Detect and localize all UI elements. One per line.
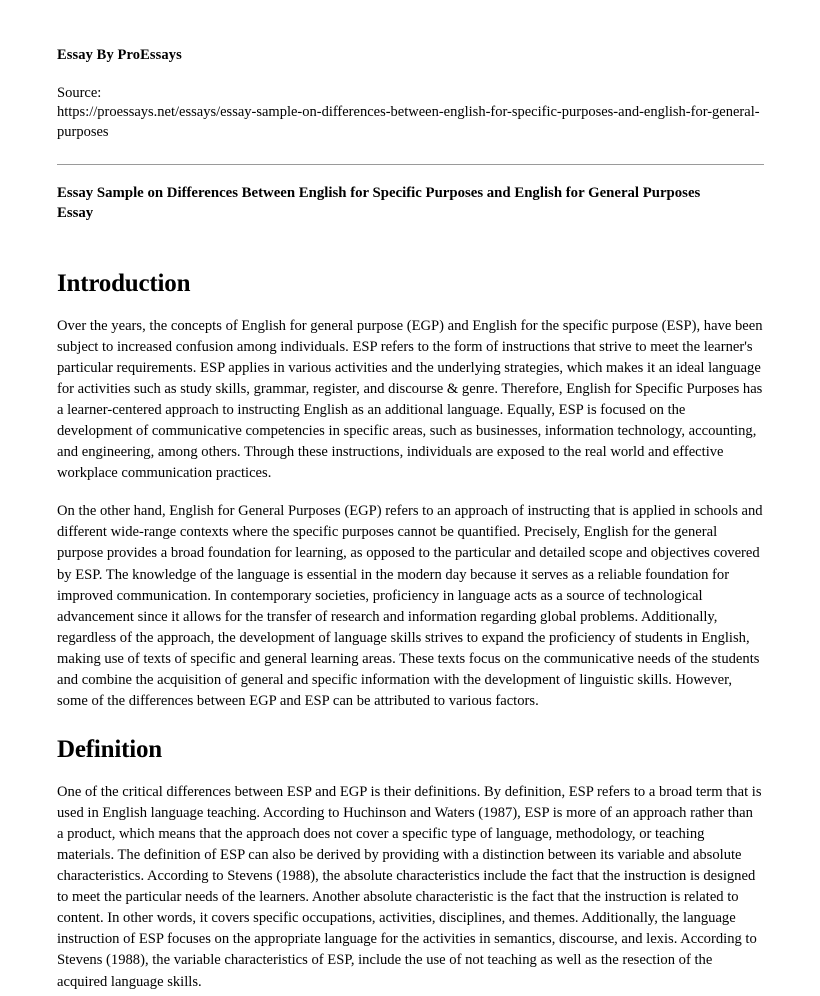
- page-title: Essay Sample on Differences Between English for Specific Purposes and English for General Purposes Essay: [57, 184, 701, 221]
- section-heading-definition: Definition: [57, 736, 162, 764]
- paragraph-introduction-2: On the other hand, English for General Purposes (EGP) refers to an approach of instructing that is applied in schools and different wide-range contexts where the specific purposes cannot be quantified. Precisely, English for the general purpose provides a broad foundation for learning, as opposed to the particular and detailed scope and objectives covered by ESP. The knowledge of the language is essential in the modern day because it serves as a reliable foundation for improved communication. In contemporary societies, proficiency in language acts as a source of technological advancement since it allows for the transfer of research and information regarding global problems. Additionally, regardless of the approach, the development of language skills strives to expand the proficiency of students in English, making use of texts of specific and general learning areas. These texts focus on the communicative needs of the students and combine the acquisition of general and specific information with the development of linguistic skills. However, some of the differences between EGP and ESP can be attributed to various factors.: [57, 503, 763, 709]
- section-heading-introduction: Introduction: [57, 269, 191, 297]
- header-divider: [57, 164, 764, 165]
- site-name: Essay By ProEssays: [57, 47, 182, 63]
- source-label: Source:: [57, 85, 102, 102]
- paragraph-definition-1: One of the critical differences between ESP and EGP is their definitions. By definition, ESP refers to a broad term that is used in English language teaching. According to Huchinson and Waters (1987), ESP is more of an approach rather than a product, which means that the approach does not cover a specific type of language, methodology, or teaching materials. The definition of ESP can also be derived by providing with a distinction between its variable and absolute characteristics. According to Stevens (1988), the absolute characteristics include the fact that the instruction is designed to meet the particular needs of the learners. Another absolute characteristic is the fact that the instruction is related to content. In other words, it covers specific occupations, activities, disciplines, and themes. Additionally, the language instruction of ESP focuses on the appropriate language for the activities in semantics, discourse, and lexis. According to Stevens (1988), the variable characteristics of ESP, include the use of not teaching as well as the resection of the acquired language skills.: [57, 783, 762, 990]
- paragraph-introduction-1: Over the years, the concepts of English for general purpose (EGP) and English for the specific purpose (ESP), have been subject to increased confusion among individuals. ESP refers to the form of instructions that strive to meet the learner's particular requirements. ESP applies in various activities and the underlying strategies, which makes it an ideal language for activities such as study skills, grammar, register, and discourse & genre. Therefore, English for Specific Purposes has a learner-centered approach to instructing English as an additional language. Equally, ESP is focused on the development of communicative competencies in specific areas, such as businesses, information technology, accounting, and engineering, among others. Through these instructions, individuals are exposed to the real world and effective workplace communication practices.: [57, 317, 763, 482]
- source-url[interactable]: https://proessays.net/essays/essay-sample-on-differences-between-english-for-specific-purposes-and-english-for-general-purposes: [57, 104, 760, 140]
- source-block: [57, 84, 763, 142]
